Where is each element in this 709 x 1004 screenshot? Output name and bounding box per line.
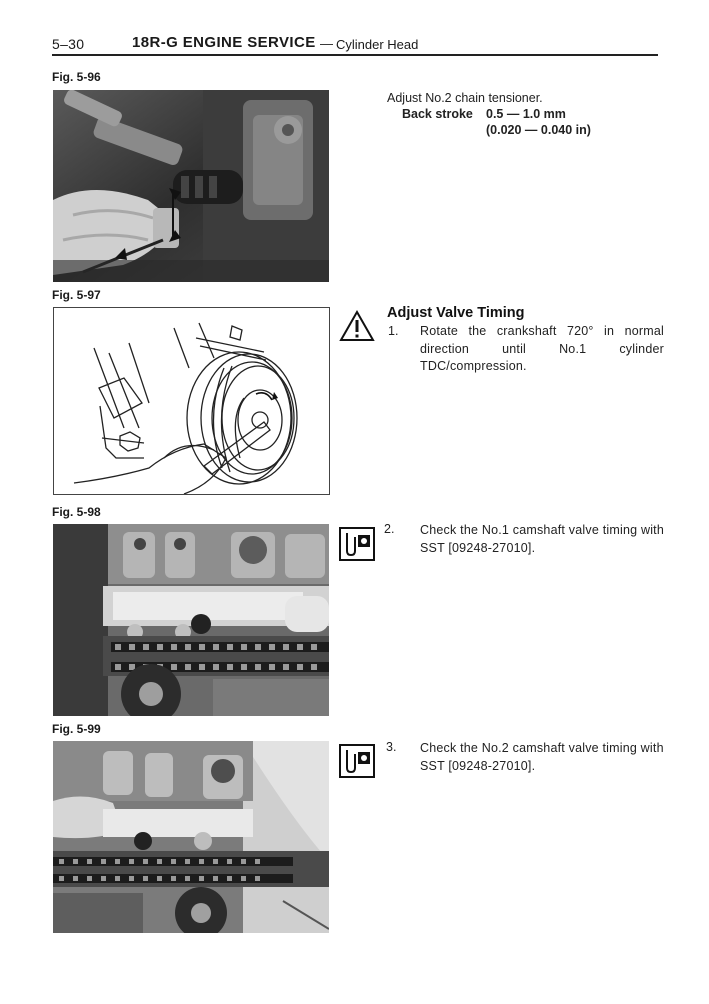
page-number: 5–30 [52, 36, 85, 52]
step-text: Check the No.1 camshaft valve timing with SST [09248-27010]. [420, 523, 664, 555]
warning-triangle-icon [339, 310, 375, 347]
section-subtitle: Cylinder Head [336, 37, 419, 52]
special-service-tool-icon [339, 744, 375, 778]
photo-chain-tensioner [53, 90, 329, 282]
spec-value-mm: 0.5 — 1.0 mm [486, 107, 566, 121]
tensioner-instruction: Adjust No.2 chain tensioner. [387, 91, 543, 105]
chapter-title: 18R-G ENGINE SERVICE [132, 34, 316, 51]
step-text: Check the No.2 camshaft valve timing with SST [09248-27010]. [420, 741, 664, 773]
special-service-tool-icon [339, 527, 375, 561]
step-text: Rotate the crankshaft 720° in normal direction until No.1 cylinder TDC/compression. [420, 324, 664, 373]
photo-no2-camshaft-timing [53, 741, 329, 933]
figure-label: Fig. 5-96 [52, 70, 101, 84]
step-number: 3. [386, 740, 397, 754]
figure-label: Fig. 5-97 [52, 288, 101, 302]
figure-label: Fig. 5-98 [52, 505, 101, 519]
spec-value-in: (0.020 — 0.040 in) [486, 123, 591, 137]
step-number: 1. [388, 324, 399, 338]
photo-no1-camshaft-timing [53, 524, 329, 716]
title-separator: — [320, 36, 333, 51]
drawing-crankshaft-pulley [53, 307, 330, 495]
spec-label: Back stroke [402, 107, 473, 121]
header-rule [52, 54, 658, 56]
figure-label: Fig. 5-99 [52, 722, 101, 736]
section-title: Adjust Valve Timing [387, 305, 525, 321]
step-number: 2. [384, 522, 395, 536]
